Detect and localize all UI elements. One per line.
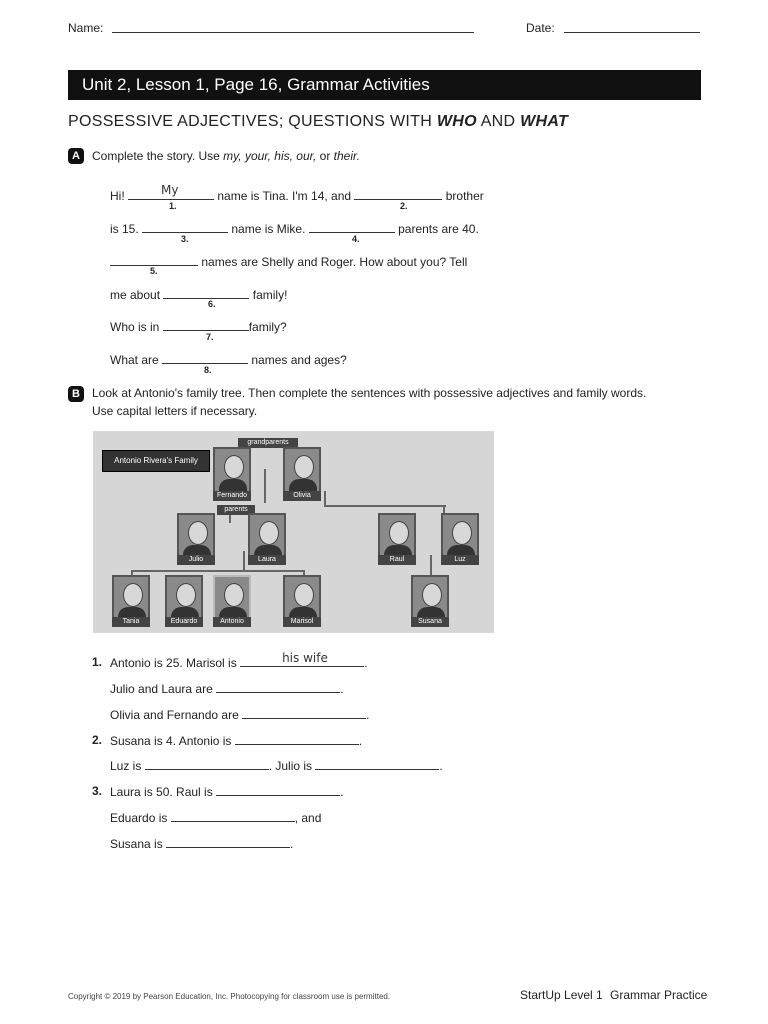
answer-1: My: [161, 183, 179, 197]
blank-5[interactable]: [110, 253, 198, 266]
b-answer-1: his wife: [282, 651, 328, 665]
blank-6[interactable]: [163, 286, 249, 299]
name-olivia: Olivia: [283, 491, 321, 501]
number-7: 7.: [206, 332, 214, 342]
story-text: family?: [248, 320, 287, 334]
b-text: Susana is 4. Antonio is: [110, 734, 232, 748]
grandparents-label: grandparents: [238, 438, 298, 448]
b-blank-8[interactable]: [171, 809, 295, 822]
name-laura: Laura: [248, 555, 286, 565]
b-line-7: [110, 809, 321, 825]
subtitle-who: WHO: [436, 113, 477, 130]
name-antonio: Antonio: [213, 617, 251, 627]
item-number-3: 3.: [92, 784, 103, 798]
b-blank-6[interactable]: [315, 757, 439, 770]
date-label: Date:: [526, 21, 555, 35]
instr-a-start: Complete the story. Use: [92, 149, 224, 163]
photo-fernando: [213, 447, 251, 493]
number-6: 6.: [208, 299, 216, 309]
parents-label: parents: [217, 505, 255, 515]
photo-eduardo: [165, 575, 203, 621]
b-blank-4[interactable]: [235, 732, 359, 745]
b-line-4: Susana is 4. Antonio is .: [110, 734, 363, 748]
number-5: 5.: [150, 266, 158, 276]
connector: [324, 505, 446, 507]
photo-susana: [411, 575, 449, 621]
photo-luz: [441, 513, 479, 559]
blank-4[interactable]: [309, 220, 395, 233]
photo-antonio: [213, 575, 251, 621]
b-blank-3[interactable]: [242, 706, 366, 719]
story-text: Hi!: [110, 189, 125, 203]
connector: [131, 570, 305, 572]
section-a-badge: A: [68, 148, 84, 164]
story-line-2: [110, 220, 479, 236]
b-text: Eduardo is: [110, 811, 168, 825]
connector: [243, 551, 245, 571]
instr-a-their: their.: [333, 149, 360, 163]
photo-marisol: [283, 575, 321, 621]
number-1: 1.: [169, 201, 177, 211]
story-text: Who is in: [110, 320, 160, 334]
b-blank-1[interactable]: [240, 651, 364, 667]
story-line-3: [110, 253, 467, 269]
connector: [229, 515, 231, 523]
b-line-5: Luz is . Julio is .: [110, 759, 443, 773]
b-text: , and: [294, 811, 322, 825]
section-b-badge: B: [68, 386, 84, 402]
b-text: Luz is: [110, 759, 142, 773]
blank-3[interactable]: [142, 220, 228, 233]
date-field[interactable]: [564, 32, 700, 33]
subtitle-part1: POSSESSIVE ADJECTIVES; QUESTIONS WITH: [68, 113, 437, 130]
name-fernando: Fernando: [213, 491, 251, 501]
name-label: Name:: [68, 21, 104, 35]
name-raul: Raul: [378, 555, 416, 565]
story-text: brother: [445, 189, 484, 203]
story-text: name is Tina. I'm 14, and: [217, 189, 352, 203]
story-line-5: [110, 318, 287, 334]
b-text: Julio and Laura are: [110, 682, 213, 696]
item-number-1: 1.: [92, 655, 103, 669]
b-blank-5[interactable]: [145, 757, 269, 770]
subtitle-what: WHAT: [520, 113, 569, 130]
b-line-3: Olivia and Fernando are .: [110, 708, 370, 722]
b-text: Antonio is 25. Marisol is: [110, 656, 237, 670]
b-blank-2[interactable]: [216, 680, 340, 693]
number-8: 8.: [204, 365, 212, 375]
b-text: Susana is: [110, 837, 163, 851]
section-b-instruction-2: Use capital letters if necessary.: [92, 404, 258, 418]
b-line-2: Julio and Laura are .: [110, 682, 344, 696]
footer-book: Grammar Practice: [610, 988, 708, 1002]
blank-1[interactable]: [128, 183, 214, 200]
story-line-1: [110, 183, 484, 203]
blank-2[interactable]: [354, 187, 442, 200]
footer-series: StartUp Level 1: [520, 988, 603, 1002]
story-text: family!: [252, 288, 288, 302]
item-number-2: 2.: [92, 733, 103, 747]
lesson-title-bar: Unit 2, Lesson 1, Page 16, Grammar Activities: [68, 70, 701, 100]
b-line-1: Antonio is 25. Marisol is his wife .: [110, 651, 368, 670]
instr-a-words: my, your, his, our,: [223, 149, 317, 163]
story-text: parents are 40.: [398, 222, 479, 236]
number-3: 3.: [181, 234, 189, 244]
name-eduardo: Eduardo: [165, 617, 203, 627]
connector: [264, 469, 266, 503]
story-text: names are Shelly and Roger. How about you? Tell: [201, 255, 468, 269]
name-tania: Tania: [112, 617, 150, 627]
photo-laura: [248, 513, 286, 559]
photo-raul: [378, 513, 416, 559]
blank-7[interactable]: [163, 318, 249, 331]
section-subtitle: [68, 113, 568, 131]
story-text: What are: [110, 353, 159, 367]
name-luz: Luz: [441, 555, 479, 565]
story-text: me about: [110, 288, 161, 302]
number-2: 2.: [400, 201, 408, 211]
b-text: . Julio is: [268, 759, 313, 773]
section-a-instruction: [92, 149, 360, 163]
b-line-6: Laura is 50. Raul is .: [110, 785, 344, 799]
story-line-4: [110, 286, 287, 302]
connector: [443, 505, 445, 513]
photo-olivia: [283, 447, 321, 493]
b-line-8: Susana is .: [110, 837, 294, 851]
story-text: names and ages?: [251, 353, 347, 367]
blank-8[interactable]: [162, 351, 248, 364]
section-b-instruction-1: Look at Antonio's family tree. Then complete the sentences with possessive adjectives and family words.: [92, 386, 647, 400]
connector: [430, 555, 432, 577]
photo-tania: [112, 575, 150, 621]
copyright-notice: Copyright © 2019 by Pearson Education, Inc. Photocopying for classroom use is permitted.: [68, 992, 391, 1001]
story-text: name is Mike.: [231, 222, 306, 236]
instr-a-or: or: [316, 149, 334, 163]
tree-title: Antonio Rivera's Family: [102, 450, 210, 472]
b-text: Olivia and Fernando are: [110, 708, 239, 722]
name-susana: Susana: [411, 617, 449, 627]
name-julio: Julio: [177, 555, 215, 565]
b-text: Laura is 50. Raul is: [110, 785, 213, 799]
family-tree-image: [93, 431, 494, 633]
subtitle-and: AND: [476, 113, 521, 130]
name-marisol: Marisol: [283, 617, 321, 627]
story-text: is 15.: [110, 222, 139, 236]
b-blank-7[interactable]: [216, 783, 340, 796]
photo-julio: [177, 513, 215, 559]
b-blank-9[interactable]: [166, 835, 290, 848]
number-4: 4.: [352, 234, 360, 244]
story-line-6: [110, 351, 347, 367]
name-field[interactable]: [112, 32, 474, 33]
connector: [324, 491, 326, 507]
